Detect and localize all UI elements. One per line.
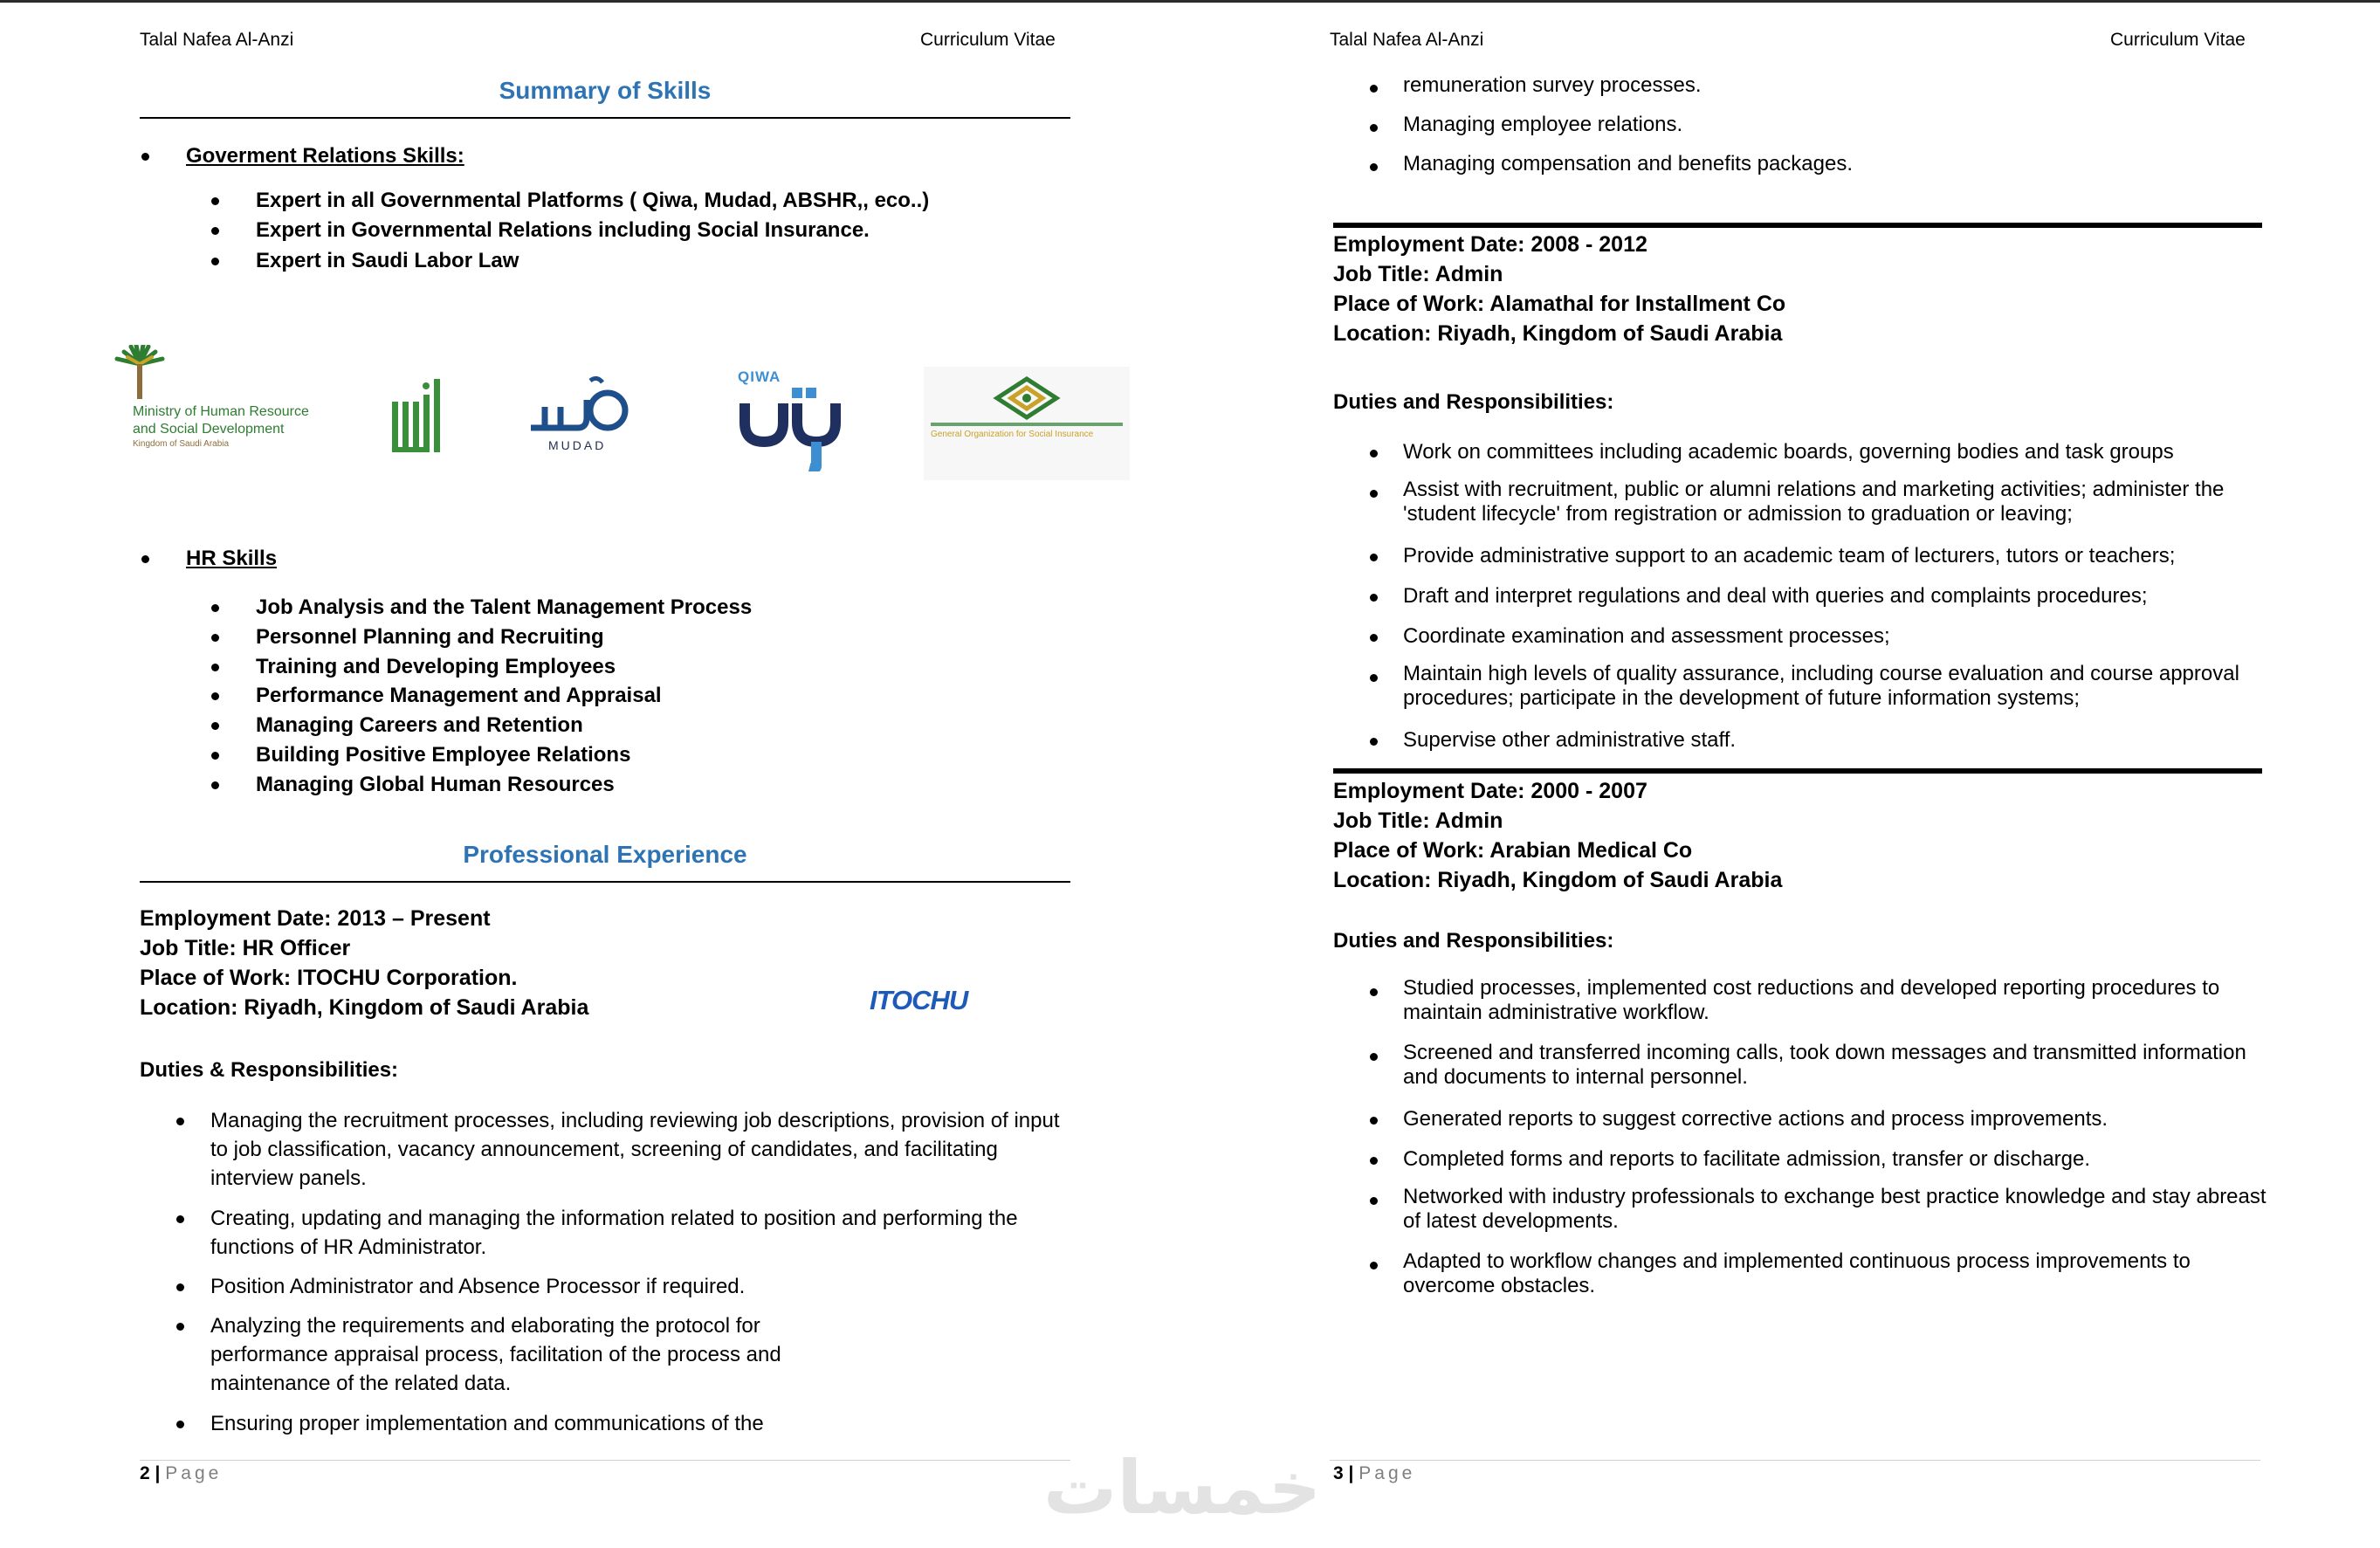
bullet [1370, 124, 1378, 132]
job-title: Job Title: Admin [1333, 262, 1503, 286]
page-footer [1333, 1463, 1415, 1484]
hr-skill-item: Training and Developing Employees [256, 655, 616, 678]
bullet [1370, 634, 1378, 642]
mhrsd-logo-text: Kingdom of Saudi Arabia [133, 439, 230, 449]
header-doc-title: Curriculum Vitae [2110, 30, 2246, 50]
bullet [211, 781, 219, 789]
duty-item: Draft and interpret regulations and deal with queries and complaints procedures; [1403, 584, 2148, 608]
bullet [176, 1215, 184, 1223]
job-title: Job Title: Admin [1333, 808, 1503, 833]
skills-section-title: Summary of Skills [499, 77, 712, 104]
bullet [211, 258, 219, 265]
duty-item: Networked with industry professionals to exchange best practice knowledge and stay abreast of latest developments. [1403, 1185, 2267, 1233]
place-of-work: Place of Work: Alamathal for Installment Co [1333, 292, 1786, 316]
bullet [211, 604, 219, 612]
gov-relations-heading: Goverment Relations Skills: [186, 144, 464, 168]
bullet [1370, 163, 1378, 171]
duty-item: Position Administrator and Absence Processor if required. [210, 1275, 746, 1298]
gosi-logo [924, 367, 1130, 480]
employment-date: Employment Date: 2000 - 2007 [1333, 779, 1647, 803]
bullet [1370, 1117, 1378, 1125]
bullet [1370, 554, 1378, 561]
duty-item: Supervise other administrative staff. [1403, 728, 1737, 752]
gosi-arabic-text [931, 423, 1123, 426]
duty-item: Ensuring proper implementation and communications of the [210, 1412, 764, 1435]
gov-skill-item: Expert in Saudi Labor Law [256, 249, 519, 272]
job-location: Location: Riyadh, Kingdom of Saudi Arabia [140, 995, 589, 1020]
bullet [1370, 1197, 1378, 1205]
duty-item: Maintain high levels of quality assurance, including course evaluation and course approval procedures; participate in the development of future information systems; [1403, 662, 2239, 710]
duty-item: Work on committees including academic boards, governing bodies and task groups [1403, 440, 2174, 464]
bullet [211, 664, 219, 671]
bullet [141, 153, 149, 161]
palm-icon [105, 345, 175, 401]
hr-skill-item: Managing Global Human Resources [256, 773, 615, 796]
duty-item: Generated reports to suggest corrective actions and process improvements. [1403, 1107, 2108, 1131]
duty-item: Analyzing the requirements and elaborating the protocol for performance appraisal process, facilitation of the process and maintenance of the related data. [210, 1314, 781, 1395]
cv-page-3 [1190, 0, 2380, 1548]
duty-item: Screened and transferred incoming calls, took down messages and transmitted information and documents to internal personnel. [1403, 1041, 2246, 1089]
bullet [211, 634, 219, 642]
duty-item: Coordinate examination and assessment processes; [1403, 624, 1890, 648]
duty-item: Completed forms and reports to facilitate admission, transfer or discharge. [1403, 1147, 2091, 1171]
header-name: Talal Nafea Al-Anzi [140, 30, 294, 50]
khamsat-watermark: خمسات [1043, 1445, 1322, 1531]
bullet [141, 555, 149, 563]
duty-item: Assist with recruitment, public or alumni relations and marketing activities; administer the 'student lifecycle' from registration or admission to graduation or leaving; [1403, 478, 2225, 526]
bullet [1370, 988, 1378, 996]
section-rule [140, 881, 1070, 883]
mhrsd-logo [105, 345, 309, 458]
job-separator-rule [1333, 768, 2262, 774]
duties-heading: Duties and Responsibilities: [1333, 390, 1614, 414]
absher-logo [389, 375, 448, 456]
footer-rule [140, 1460, 1070, 1461]
page-number: 3 [1333, 1463, 1344, 1483]
hr-skill-item: Managing Careers and Retention [256, 713, 583, 737]
footer-rule [1330, 1460, 2260, 1461]
qiwa-logo-text: QIWA [738, 368, 781, 385]
bullet [211, 197, 219, 205]
bullet [1370, 1262, 1378, 1269]
header-doc-title: Curriculum Vitae [920, 30, 1056, 50]
gov-skill-item: Expert in all Governmental Platforms ( Qiwa, Mudad, ABSHR,, eco..) [256, 189, 930, 212]
bullet [1370, 1053, 1378, 1061]
duty-item: Managing the recruitment processes, including reviewing job descriptions, provision of input to job classification, vacancy announcement, screening of candidates, and facilitating interview panels. [210, 1109, 1060, 1190]
duty-item: Studied processes, implemented cost reductions and developed reporting procedures to maintain administrative workflow. [1403, 976, 2220, 1024]
mhrsd-logo-text: and Social Development [133, 422, 285, 437]
bullet [176, 1118, 184, 1125]
bullet [1370, 674, 1378, 682]
mudad-logo-text: MUDAD [548, 438, 607, 452]
mhrsd-logo-text: Ministry of Human Resource [133, 404, 309, 419]
hr-skill-item: Personnel Planning and Recruiting [256, 625, 604, 649]
footer-separator: | [155, 1463, 161, 1483]
bullet [176, 1323, 184, 1331]
footer-separator: | [1348, 1463, 1354, 1483]
mudad-logo [526, 375, 639, 456]
bullet [1370, 1157, 1378, 1165]
duty-item: Creating, updating and managing the information related to position and performing the functions of HR Administrator. [210, 1207, 1018, 1259]
hr-skill-item: Job Analysis and the Talent Management Process [256, 595, 753, 619]
duty-item: remuneration survey processes. [1403, 73, 1702, 97]
duty-item: Managing compensation and benefits packages. [1403, 152, 1854, 175]
experience-section-title: Professional Experience [463, 841, 747, 868]
bullet [211, 752, 219, 760]
bullet [176, 1283, 184, 1291]
gov-skill-item: Expert in Governmental Relations including Social Insurance. [256, 218, 870, 242]
job-separator-rule [1333, 223, 2262, 228]
duties-heading: Duties and Responsibilities: [1333, 929, 1614, 953]
itochu-logo [870, 985, 967, 1016]
duties-heading: Duties & Responsibilities: [140, 1058, 399, 1082]
duty-item: Provide administrative support to an academic team of lecturers, tutors or teachers; [1403, 544, 2176, 568]
hr-skills-heading: HR Skills [186, 547, 278, 570]
page-number: 2 [140, 1463, 150, 1483]
job-title: Job Title: HR Officer [140, 936, 351, 960]
duty-item: Adapted to workflow changes and implemented continuous process improvements to overcome obstacles. [1403, 1249, 2191, 1297]
bullet [211, 692, 219, 700]
employment-date: Employment Date: 2008 - 2012 [1333, 232, 1647, 257]
bullet [1370, 85, 1378, 93]
bullet [176, 1421, 184, 1428]
hr-skill-item: Building Positive Employee Relations [256, 743, 631, 767]
bullet [211, 227, 219, 235]
itochu-logo-text: ITOCHU [870, 985, 968, 1015]
place-of-work: Place of Work: Arabian Medical Co [1333, 838, 1693, 863]
duty-item: Managing employee relations. [1403, 113, 1683, 136]
bullet [211, 722, 219, 730]
page-label: Page [165, 1463, 223, 1483]
hr-skill-item: Performance Management and Appraisal [256, 684, 662, 707]
bullet [1370, 594, 1378, 602]
page-label: Page [1359, 1463, 1416, 1483]
place-of-work: Place of Work: ITOCHU Corporation. [140, 966, 518, 990]
employment-date: Employment Date: 2013 – Present [140, 906, 491, 931]
header-name: Talal Nafea Al-Anzi [1330, 30, 1484, 50]
section-rule [140, 117, 1070, 119]
bullet [1370, 738, 1378, 746]
job-location: Location: Riyadh, Kingdom of Saudi Arabia [1333, 321, 1783, 346]
page-footer [140, 1463, 222, 1484]
bullet [1370, 490, 1378, 498]
bullet [1370, 450, 1378, 458]
job-location: Location: Riyadh, Kingdom of Saudi Arabia [1333, 868, 1783, 892]
gosi-logo-text: General Organization for Social Insurance [931, 430, 1094, 439]
qiwa-logo [736, 368, 850, 471]
